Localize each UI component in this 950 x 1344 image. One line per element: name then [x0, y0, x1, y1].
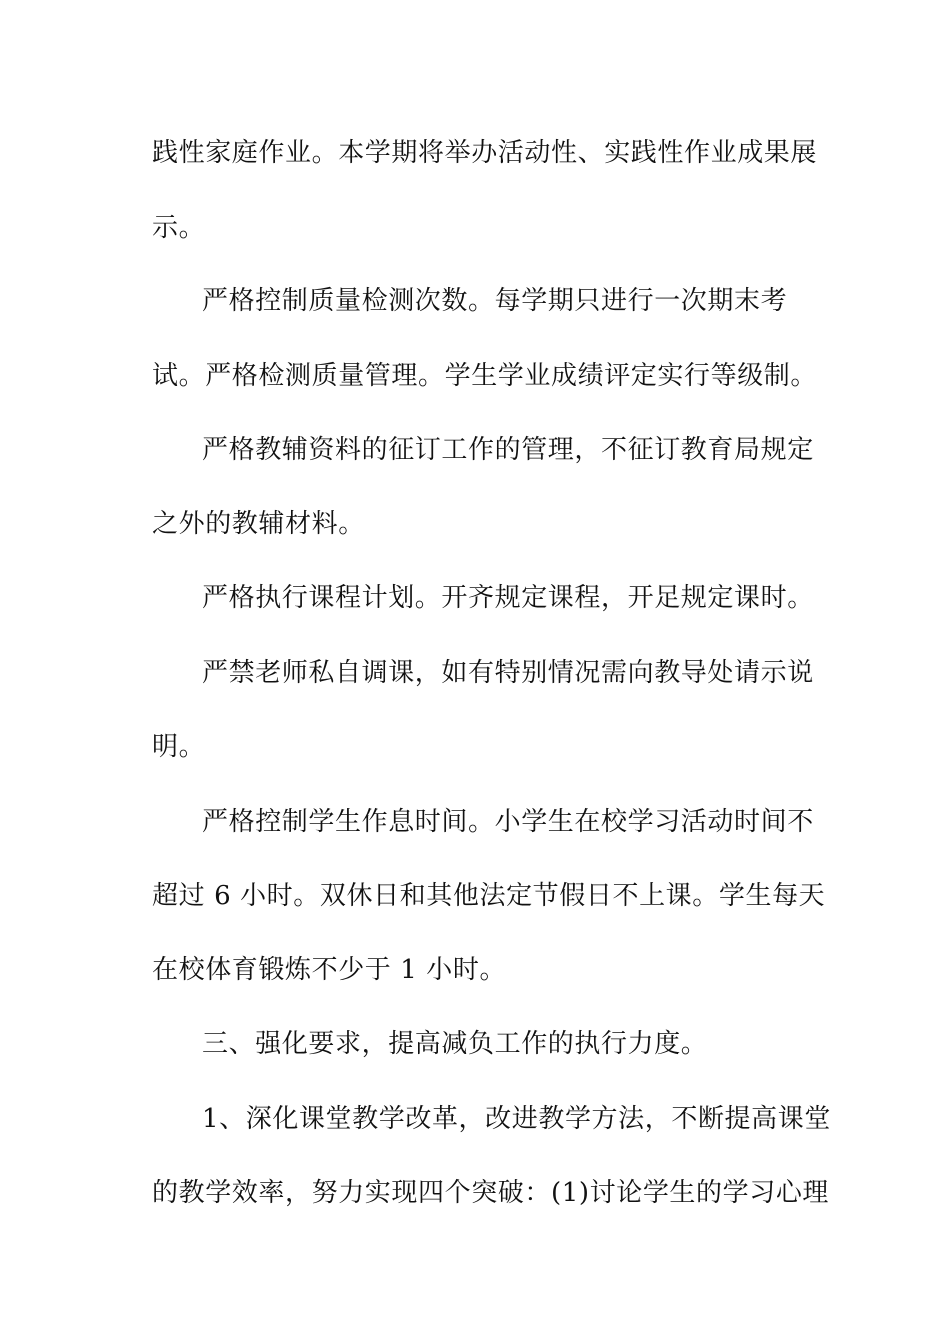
text-line: 超过 6 小时。双休日和其他法定节假日不上课。学生每天: [152, 881, 826, 911]
text-line: 践性家庭作业。本学期将举办活动性、实践性作业成果展: [152, 138, 818, 168]
text-line: 示。: [152, 213, 206, 243]
paragraph-start-line: 严格教辅资料的征订工作的管理，不征订教育局规定: [202, 435, 814, 465]
paragraph-start-line: 严格控制质量检测次数。每学期只进行一次期末考: [202, 286, 788, 316]
text-line: 明。: [152, 732, 206, 762]
paragraph-start-line: 严格控制学生作息时间。小学生在校学习活动时间不: [202, 807, 814, 837]
text-line: 在校体育锻炼不少于 1 小时。: [152, 955, 507, 985]
text-line: 之外的教辅材料。: [152, 509, 365, 539]
text-line: 的教学效率，努力实现四个突破：(1)讨论学生的学习心理: [152, 1178, 830, 1208]
text-line: 试。严格检测质量管理。学生学业成绩评定实行等级制。: [152, 361, 818, 391]
section-heading: 三、强化要求，提高减负工作的执行力度。: [202, 1029, 708, 1059]
paragraph-start-line: 1、深化课堂教学改革，改进教学方法，不断提高课堂: [202, 1104, 831, 1134]
paragraph-start-line: 严格执行课程计划。开齐规定课程，开足规定课时。: [202, 583, 814, 613]
paragraph-start-line: 严禁老师私自调课，如有特别情况需向教导处请示说: [202, 658, 814, 688]
